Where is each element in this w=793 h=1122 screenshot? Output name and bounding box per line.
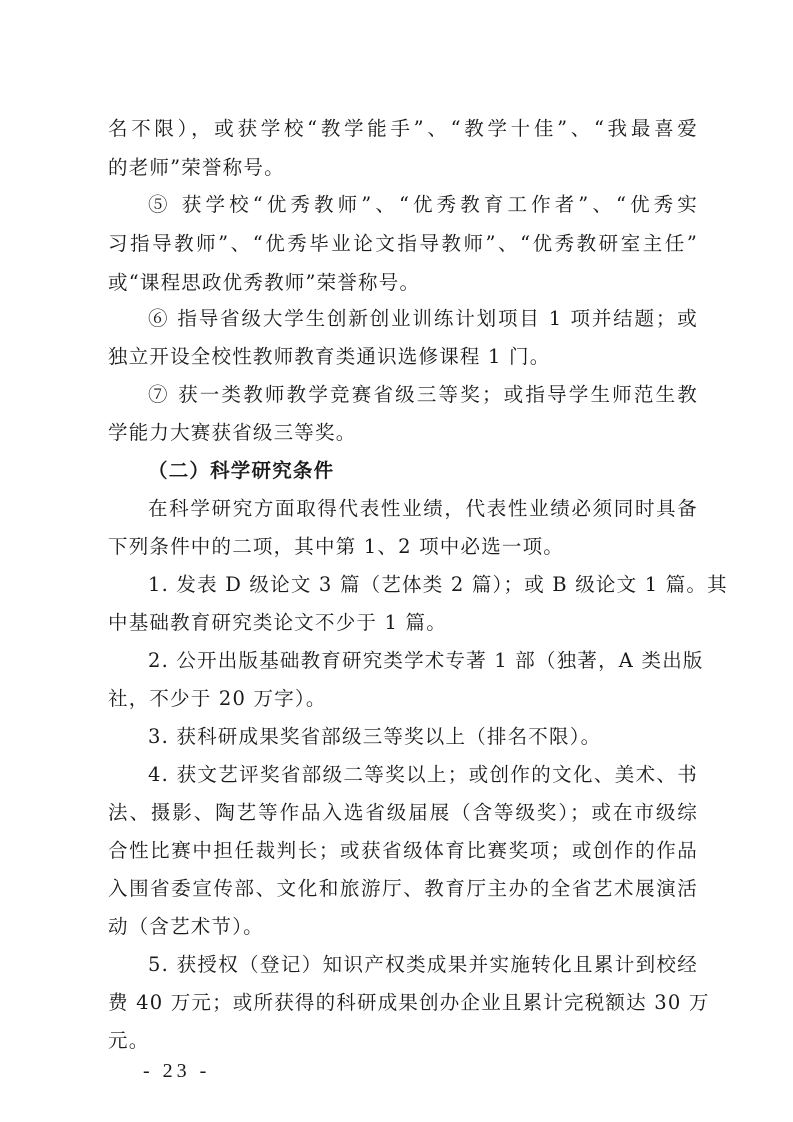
text-line: 习指导教师”、“优秀毕业论文指导教师”、“优秀教研室主任”: [108, 232, 698, 255]
text-line: 4. 获文艺评奖省部级二等奖以上；或创作的文化、美术、书: [148, 763, 698, 786]
text-line: 在科学研究方面取得代表性业绩，代表性业绩必须同时具备: [148, 497, 698, 520]
text-line: 中基础教育研究类论文不少于 1 篇。: [108, 611, 447, 634]
text-line: 元。: [108, 1029, 150, 1052]
text-line: 的老师”荣誉称号。: [108, 156, 285, 179]
text-line: 社，不少于 20 万字）。: [108, 687, 327, 710]
text-line: 5. 获授权（登记）知识产权类成果并实施转化且累计到校经: [148, 953, 698, 976]
text-line: 入围省委宣传部、文化和旅游厅、教育厅主办的全省艺术展演活: [108, 877, 698, 900]
section-heading: （二）科学研究条件: [148, 459, 335, 482]
text-line: 3. 获科研成果奖省部级三等奖以上（排名不限）。: [148, 725, 602, 748]
page-number: - 23 -: [143, 1060, 211, 1082]
text-line: 费 40 万元；或所获得的科研成果创办企业且累计完税额达 30 万: [108, 991, 710, 1014]
text-line: 下列条件中的二项，其中第 1、2 项中必选一项。: [108, 535, 565, 558]
text-line: 2. 公开出版基础教育研究类学术专著 1 部（独著，A 类出版: [148, 649, 704, 672]
text-line: ⑦ 获一类教师教学竞赛省级三等奖；或指导学生师范生教: [148, 383, 698, 406]
text-line: 1. 发表 D 级论文 3 篇（艺体类 2 篇）；或 B 级论文 1 篇。其: [148, 573, 728, 596]
text-line: ⑤ 获学校“优秀教师”、“优秀教育工作者”、“优秀实: [148, 193, 698, 216]
text-line: 或“课程思政优秀教师”荣誉称号。: [108, 271, 421, 294]
text-line: 独立开设全校性教师教育类通识选修课程 1 门。: [108, 345, 551, 368]
text-line: 法、摄影、陶艺等作品入选省级届展（含等级奖）；或在市级综: [108, 801, 698, 824]
text-line: 动（含艺术节）。: [108, 915, 264, 938]
text-line: 学能力大赛获省级三等奖。: [108, 421, 357, 444]
text-line: 名不限），或获学校“教学能手”、“教学十佳”、“我最喜爱: [108, 117, 698, 140]
text-line: 合性比赛中担任裁判长；或获省级体育比赛奖项；或创作的作品: [108, 839, 698, 862]
text-line: ⑥ 指导省级大学生创新创业训练计划项目 1 项并结题；或: [148, 307, 698, 330]
